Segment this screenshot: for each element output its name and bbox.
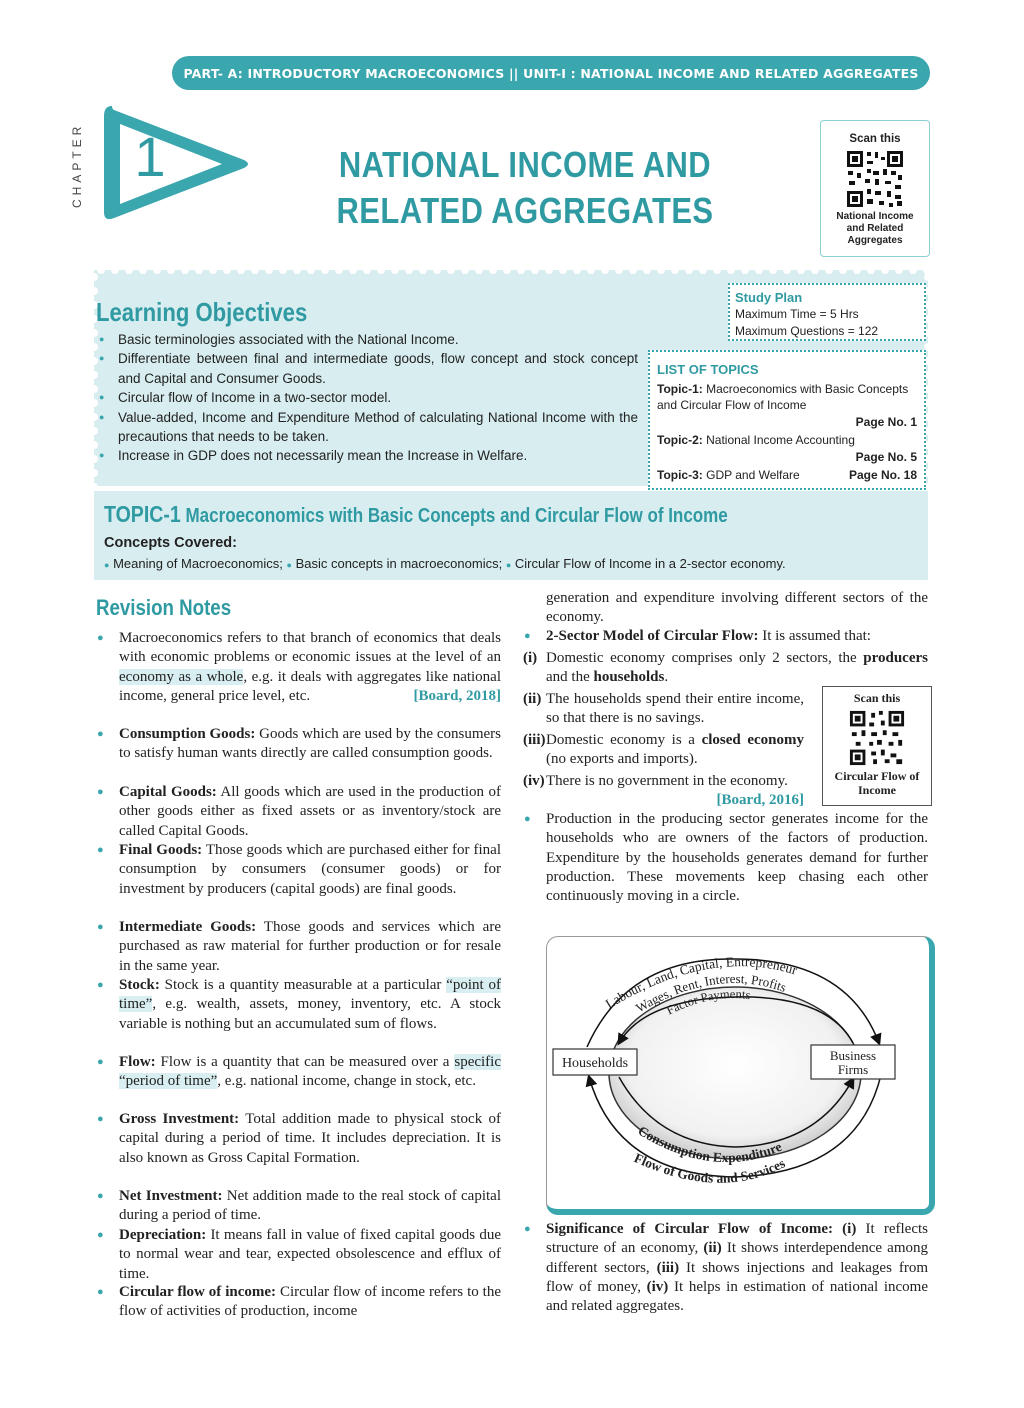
note-circular-flow: ● Circular flow of income: Circular flow of income refers to the flow of activities of production, income	[97, 1284, 501, 1320]
label-factors: Labour, Land, Capital, Entrepreneur	[602, 954, 800, 1012]
note-depreciation: ● Depreciation: It means fall in value of fixed capital goods due to normal wear and tear, expected obsolescence and efflux of time.	[97, 1227, 501, 1282]
note-macroeconomics: ● Macroeconomics refers to that branch of economics that deals with economic problems or economic issues at the level of an economy as a whole, e.g. it deals with aggregates like national income, general price level, etc. [Board, 2018]	[97, 630, 502, 704]
qr-code-icon	[845, 149, 905, 209]
note-intermediate-goods: ● Intermediate Goods: Those goods and services which are purchased as raw material for further production or for resale in the same year.	[97, 919, 501, 974]
chapter-title: NATIONAL INCOME AND RELATED AGGREGATES	[336, 144, 714, 231]
chapter-label: CHAPTER	[70, 122, 84, 208]
note-gross-investment: ● Gross Investment: Total addition made to physical stock of capital during a period of time. It includes depreciation. It is also known as Gross Capital Formation.	[97, 1111, 502, 1166]
assumption-ii: (ii) The households spend their entire income, so that there is no savings.	[523, 691, 804, 727]
label-factor-payments: Factor Payments	[664, 986, 752, 1018]
qr-card-circular-flow[interactable]	[822, 686, 932, 806]
note-significance: ● Significance of Circular Flow of Income: (i) It reflects structure of an economy, (ii) It shows interdependence among different sectors, (iii) It shows injections and leakages from flow of money, (iv) It helps in estimation of national income and related aggregates.	[524, 1221, 928, 1315]
assumption-i: (i) Domestic economy comprises only 2 sectors, the producers and the households.	[523, 650, 928, 686]
households-label: Households	[561, 1056, 629, 1071]
topic-entry-2[interactable]: Topic-2: National Income Accounting Page No. 5	[657, 433, 917, 464]
label-goods-services: Flow of Goods and Services	[631, 1150, 788, 1186]
qr-code-icon	[848, 709, 906, 767]
assumption-iii: (iii) Domestic economy is a closed economy (no exports and imports).	[523, 732, 804, 768]
firms-label-line2: Firms	[837, 1062, 869, 1077]
learning-objectives-list	[98, 330, 638, 466]
list-of-topics-box	[648, 350, 926, 490]
qr-label: Circular Flow of Income	[834, 769, 920, 797]
note-final-goods: ● Final Goods: Those goods which are purchased either for final consumption by consumers (consumer goods) or for investment by producers (capital goods) are final goods.	[97, 842, 502, 897]
note-circular-flow-continued: generation and expenditure involving different sectors of the economy.	[546, 590, 928, 626]
qr-card-national-income[interactable]	[820, 120, 930, 257]
qr-caption: Scan this	[849, 133, 901, 145]
concepts-list: ● Meaning of Macroeconomics; ● Basic concepts in macroeconomics; ● Circular Flow of Income in a 2-sector economy.	[104, 556, 786, 571]
note-stock: ● Stock: Stock is a quantity measurable at a particular “point of time”, e.g. wealth, assets, money, inventory, etc. A stock variable is nothing but an accumulated sum of flows.	[97, 977, 501, 1032]
topic-1-title: TOPIC-1 Macroeconomics with Basic Concepts and Circular Flow of Income	[104, 501, 728, 527]
objective-item: ● Circular flow of Income in a two-sector model.	[98, 388, 638, 407]
note-two-sector-model: ● 2-Sector Model of Circular Flow: It is assumed that:	[524, 628, 871, 644]
study-plan-questions: Maximum Questions = 122	[735, 324, 879, 338]
circular-flow-diagram	[546, 936, 935, 1215]
note-production: ● Production in the producing sector generates income for the households who are owners of the factors of production. Expenditure by the households generates demand for further production. These movements keep chasing each other continuously moving in a circle.	[524, 811, 928, 905]
study-plan-title: Study Plan	[735, 290, 803, 305]
revision-notes-title: Revision Notes	[96, 595, 232, 620]
objective-item: ● Differentiate between final and intermediate goods, flow concept and stock concept and Capital and Consumer Goods.	[98, 349, 638, 388]
topics-title: LIST OF TOPICS	[657, 362, 759, 377]
concepts-heading: Concepts Covered:	[104, 535, 237, 551]
note-consumption-goods: ● Consumption Goods: Goods which are used by the consumers to satisfy human wants directly are called consumption goods.	[97, 726, 501, 762]
objective-item: ● Value-added, Income and Expenditure Method of calculating National Income with the precautions that needs to be taken.	[98, 408, 638, 447]
firms-label-line1: Business	[829, 1048, 877, 1063]
stamp-edge-top	[94, 264, 928, 276]
qr-label: National Income and Related Aggregates	[836, 211, 914, 246]
circular-flow-svg	[547, 937, 923, 1203]
topic-entry-3[interactable]: Topic-3: GDP and Welfare Page No. 18	[657, 468, 917, 482]
unit-banner: PART- A: INTRODUCTORY MACROECONOMICS || UNIT-I : NATIONAL INCOME AND RELATED AGGREGATES	[172, 56, 930, 90]
study-plan-time: Maximum Time = 5 Hrs	[735, 307, 859, 321]
qr-caption: Scan this	[853, 691, 901, 705]
note-capital-goods: ● Capital Goods: All goods which are used in the production of other goods either as fixed assets or as inventory/stock are called Capital Goods.	[97, 784, 501, 839]
note-net-investment: ● Net Investment: Net addition made to the real stock of capital during a period of time.	[97, 1188, 502, 1224]
study-plan-box	[728, 283, 926, 341]
objective-item: ● Increase in GDP does not necessarily mean the Increase in Welfare.	[98, 446, 638, 465]
topic-entry-1[interactable]: Topic-1: Macroeconomics with Basic Concepts and Circular Flow of Income Page No. 1	[657, 381, 917, 429]
chapter-number: 1	[134, 124, 166, 188]
objective-item: ● Basic terminologies associated with the National Income.	[98, 330, 638, 349]
label-consumption-expenditure: Consumption Expenditure	[635, 1122, 784, 1166]
assumption-iv: (iv) There is no government in the economy. [Board, 2016]	[523, 773, 804, 809]
learning-objectives-title: Learning Objectives	[96, 297, 308, 327]
note-flow: ● Flow: Flow is a quantity that can be measured over a specific “period of time”, e.g. national income, change in stock, etc.	[97, 1054, 501, 1090]
label-factor-incomes: Wages, Rent, Interest, Profits	[633, 970, 789, 1016]
